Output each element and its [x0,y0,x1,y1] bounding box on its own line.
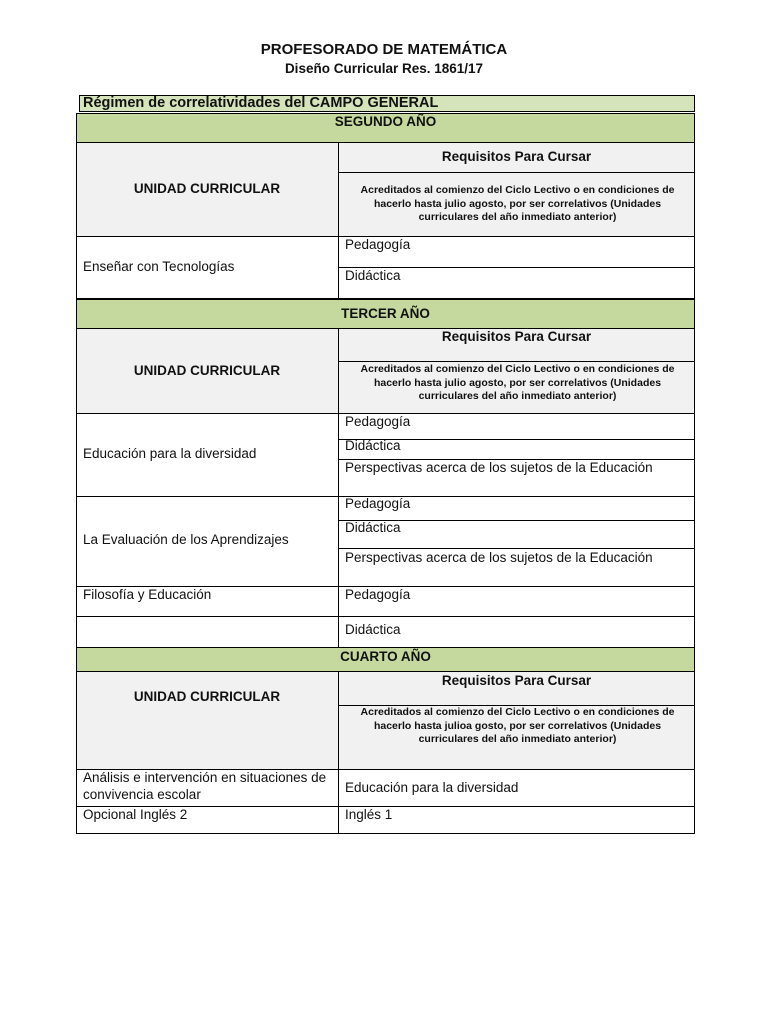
unit-name: Análisis e intervención en situaciones de convivencia escolar [83,770,327,802]
unit-name: Educación para la diversidad [83,446,257,461]
requirement-item: Pedagogía [345,237,411,252]
requirement-item: Perspectivas acerca de los sujetos de la Educación [345,550,653,565]
year-label: TERCER AÑO [341,306,430,321]
requirements-note: Acreditados al comienzo del Ciclo Lectivo o en condiciones de hacerlo hasta julioa gosto, por ser correlativos (Unidades curriculares del año inmediato anterior) [360,706,675,745]
requirement-item: Pedagogía [345,496,411,511]
year-banner-cuarto [76,647,695,672]
requirement-item: Pedagogía [345,414,411,429]
unit-column-header: UNIDAD CURRICULAR [133,363,281,378]
requirements-column-header: Requisitos Para Cursar [441,673,592,688]
year-label: SEGUNDO AÑO [334,114,437,129]
requirements-note: Acreditados al comienzo del Ciclo Lectivo o en condiciones de hacerlo hasta julio agosto, por ser correlativos (Unidades curriculares del año inmediato anterior) [360,363,675,402]
requirement-item: Pedagogía [345,587,411,602]
unit-column-header: UNIDAD CURRICULAR [133,181,281,196]
requirement-item: Didáctica [345,520,401,535]
requirement-item: Inglés 1 [345,807,393,822]
requirements-column-header: Requisitos Para Cursar [441,329,592,344]
document-title: PROFESORADO DE MATEMÁTICA [260,41,508,58]
requirement-item: Didáctica [345,268,401,283]
year-banner-tercer [76,299,695,329]
unit-name: Enseñar con Tecnologías [83,259,235,274]
requirement-item: Perspectivas acerca de los sujetos de la Educación [345,460,653,475]
document-subtitle: Diseño Curricular Res. 1861/17 [284,61,484,76]
unit-column-header: UNIDAD CURRICULAR [133,689,281,704]
unit-name: Opcional Inglés 2 [83,807,188,822]
requirements-column-header: Requisitos Para Cursar [441,149,592,164]
year-label: CUARTO AÑO [340,649,431,664]
unit-name: La Evaluación de los Aprendizajes [83,532,289,547]
unit-name: Filosofía y Educación [83,587,212,602]
requirement-item: Didáctica [345,622,401,637]
section-title: Régimen de correlatividades del CAMPO GENERAL [79,95,695,112]
requirements-note: Acreditados al comienzo del Ciclo Lectivo o en condiciones de hacerlo hasta julio agosto, por ser correlativos (Unidades curriculares del año inmediato anterior) [360,184,675,223]
year-banner-segundo [76,113,695,143]
requirement-item: Didáctica [345,438,401,453]
requirement-item: Educación para la diversidad [345,780,519,795]
